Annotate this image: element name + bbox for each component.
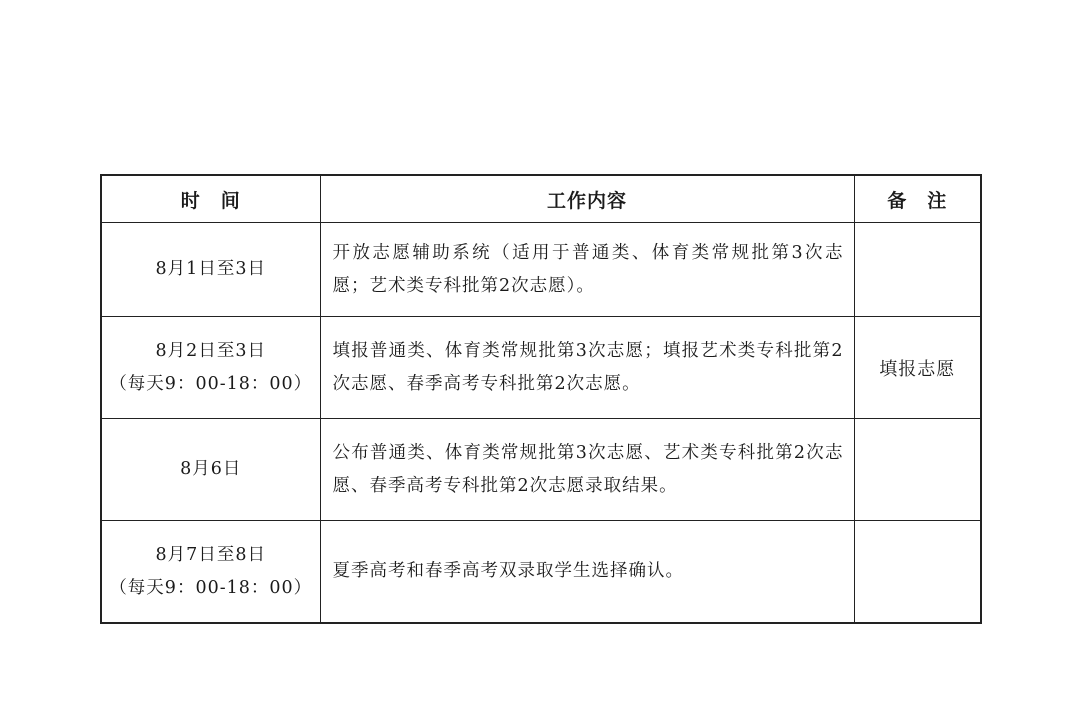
table-row [101, 521, 981, 624]
table-row [101, 317, 981, 419]
time-line: 8月7日至8日 [155, 544, 266, 565]
remark-cell [854, 419, 981, 521]
time-hours-line: （每天9：00-18：00） [109, 577, 313, 598]
header-remark: 备 注 [854, 175, 981, 223]
time-cell [101, 419, 320, 521]
remark-cell [854, 521, 981, 624]
time-hours-line: （每天9：00-18：00） [109, 373, 313, 394]
content-cell: 开放志愿辅助系统（适用于普通类、体育类常规批第3次志愿；艺术类专科批第2次志愿）。 [320, 223, 854, 317]
table-row [101, 223, 981, 317]
table-header-row [101, 175, 981, 223]
remark-cell: 填报志愿 [854, 317, 981, 419]
header-time: 时 间 [101, 175, 320, 223]
remark-cell [854, 223, 981, 317]
table-row [101, 419, 981, 521]
time-cell [101, 521, 320, 624]
time-line: 8月6日 [180, 459, 242, 479]
time-line: 8月1日至3日 [155, 259, 266, 279]
content-cell: 夏季高考和春季高考双录取学生选择确认。 [320, 521, 854, 624]
schedule-table [100, 174, 982, 624]
time-line: 8月2日至3日 [155, 340, 266, 361]
time-cell [101, 317, 320, 419]
content-cell: 填报普通类、体育类常规批第3次志愿；填报艺术类专科批第2次志愿、春季高考专科批第2次志愿。 [320, 317, 854, 419]
content-cell: 公布普通类、体育类常规批第3次志愿、艺术类专科批第2次志愿、春季高考专科批第2次志愿录取结果。 [320, 419, 854, 521]
header-content: 工作内容 [320, 175, 854, 223]
time-cell [101, 223, 320, 317]
